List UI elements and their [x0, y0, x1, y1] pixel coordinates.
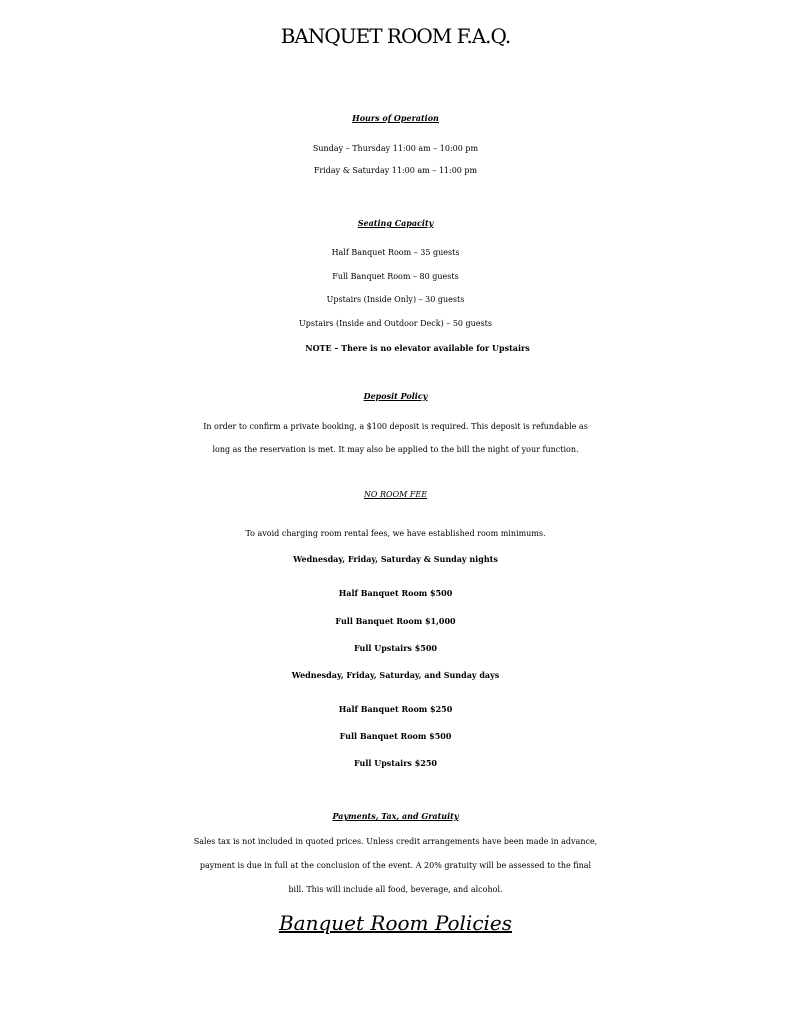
nights-heading: Wednesday, Friday, Saturday & Sunday nights	[293, 554, 498, 564]
hours-line-weekday: Sunday – Thursday 11:00 am – 10:00 pm	[312, 144, 479, 153]
policies-title: Banquet Room Policies	[278, 911, 513, 935]
deposit-line-2: long as the reservation is met. It may also be applied to the bill the night of your function.	[212, 445, 579, 454]
nights-price-full: Full Banquet Room $1,000	[335, 616, 456, 626]
seating-heading: Seating Capacity	[357, 218, 434, 228]
hours-heading: Hours of Operation	[352, 113, 439, 123]
days-price-full: Full Banquet Room $500	[339, 731, 452, 741]
days-heading: Wednesday, Friday, Saturday, and Sunday days	[291, 670, 500, 680]
payments-line-3: bill. This will include all food, beverage, and alcohol.	[288, 885, 503, 894]
nights-price-half: Half Banquet Room $500	[338, 588, 453, 598]
seating-line-half: Half Banquet Room – 35 guests	[331, 248, 460, 257]
payments-line-1: Sales tax is not included in quoted prices. Unless credit arrangements have been made in advance,	[193, 837, 598, 846]
page-title: BANQUET ROOM F.A.Q.	[280, 24, 511, 48]
seating-line-upstairs-deck: Upstairs (Inside and Outdoor Deck) – 50 guests	[299, 319, 492, 328]
days-price-upstairs: Full Upstairs $250	[354, 758, 437, 768]
seating-line-upstairs-inside: Upstairs (Inside Only) – 30 guests	[326, 295, 465, 304]
seating-note: NOTE – There is no elevator available for Upstairs	[305, 343, 530, 353]
payments-heading: Payments, Tax, and Gratuity	[332, 811, 459, 821]
seating-line-full: Full Banquet Room – 80 guests	[332, 272, 459, 281]
room-fee-intro: To avoid charging room rental fees, we have established room minimums.	[245, 529, 546, 538]
deposit-line-1: In order to confirm a private booking, a $100 deposit is required. This deposit is refundable as	[203, 422, 588, 431]
deposit-heading: Deposit Policy	[363, 391, 428, 401]
days-price-half: Half Banquet Room $250	[338, 704, 453, 714]
payments-line-2: payment is due in full at the conclusion of the event. A 20% gratuity will be assessed to the final	[199, 861, 592, 870]
room-fee-heading: NO ROOM FEE	[363, 490, 428, 499]
nights-price-upstairs: Full Upstairs $500	[354, 643, 437, 653]
hours-line-weekend: Friday & Saturday 11:00 am – 11:00 pm	[313, 166, 478, 175]
